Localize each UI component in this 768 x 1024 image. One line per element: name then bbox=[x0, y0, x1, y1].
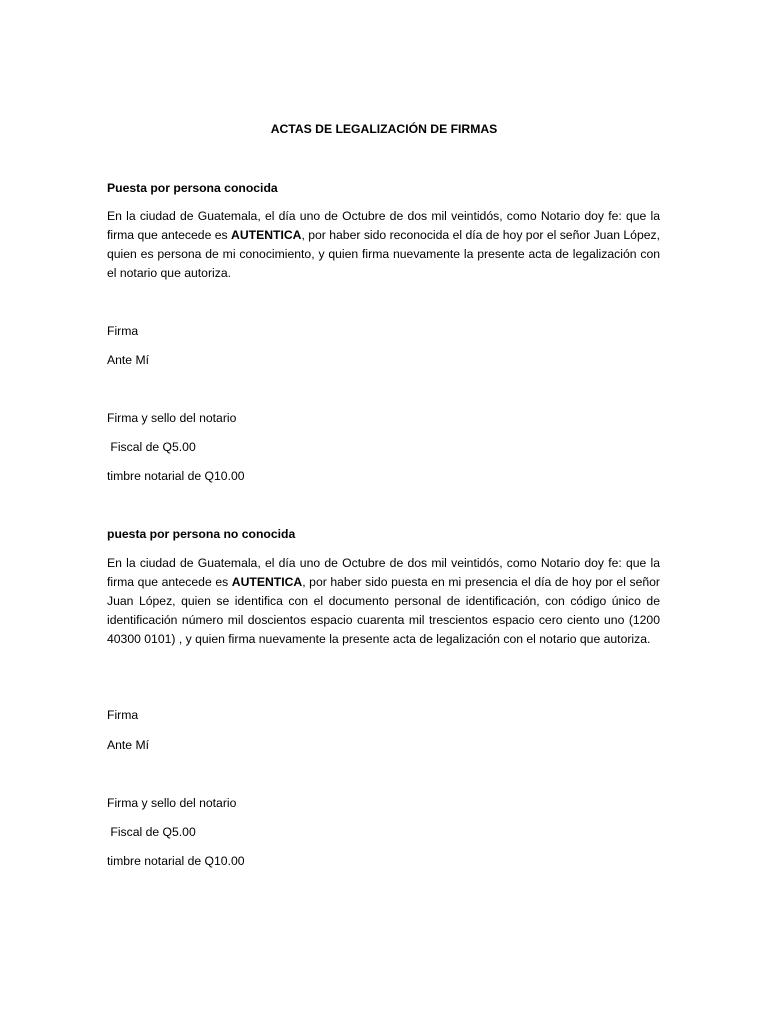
paragraph-text-end: , por haber sido reconocida el día de hoy por el señor Juan López, quien es persona de mi conocimiento, y quien firma nuevamente la presente acta de legalización con el notario que autoriza. bbox=[107, 228, 660, 280]
fiscal-label: Fiscal de Q5.00 bbox=[107, 825, 196, 839]
firma-sello-label: Firma y sello del notario bbox=[107, 411, 237, 425]
section-heading-no-conocida: puesta por persona no conocida bbox=[107, 527, 296, 541]
paragraph-bold-word: AUTENTICA bbox=[231, 575, 303, 589]
paragraph-text-start: En la ciudad de Guatemala, el día uno de Octubre de dos mil veintidós, como Notario doy fe: que la firma que antecede es bbox=[107, 209, 660, 242]
timbre-label: timbre notarial de Q10.00 bbox=[107, 854, 245, 868]
document-title: ACTAS DE LEGALIZACIÓN DE FIRMAS bbox=[270, 122, 498, 136]
section-paragraph-no-conocida bbox=[107, 554, 660, 649]
firma-label: Firma bbox=[107, 708, 139, 722]
firma-sello-label: Firma y sello del notario bbox=[107, 796, 237, 810]
paragraph-text-end: , por haber sido puesta en mi presencia el día de hoy por el señor Juan López, quien se identifica con el documento personal de identificación, con código único de identificación número mil doscientos espacio cuarenta mil trescientos espacio cero ciento uno (1200 40300 0101) , y quien firma nuevamente la presente acta de legalización con el notario que autoriza. bbox=[107, 575, 660, 646]
section-heading-conocida: Puesta por persona conocida bbox=[107, 181, 278, 195]
ante-mi-label: Ante Mí bbox=[107, 353, 149, 367]
fiscal-label: Fiscal de Q5.00 bbox=[107, 440, 196, 454]
paragraph-bold-word: AUTENTICA bbox=[231, 228, 302, 242]
timbre-label: timbre notarial de Q10.00 bbox=[107, 469, 245, 483]
ante-mi-label: Ante Mí bbox=[107, 738, 149, 752]
paragraph-text-start: En la ciudad de Guatemala, el día uno de Octubre de dos mil veintidós, como Notario doy fe: que la firma que antecede es bbox=[107, 556, 660, 589]
section-paragraph-conocida bbox=[107, 207, 660, 283]
firma-label: Firma bbox=[107, 324, 139, 338]
